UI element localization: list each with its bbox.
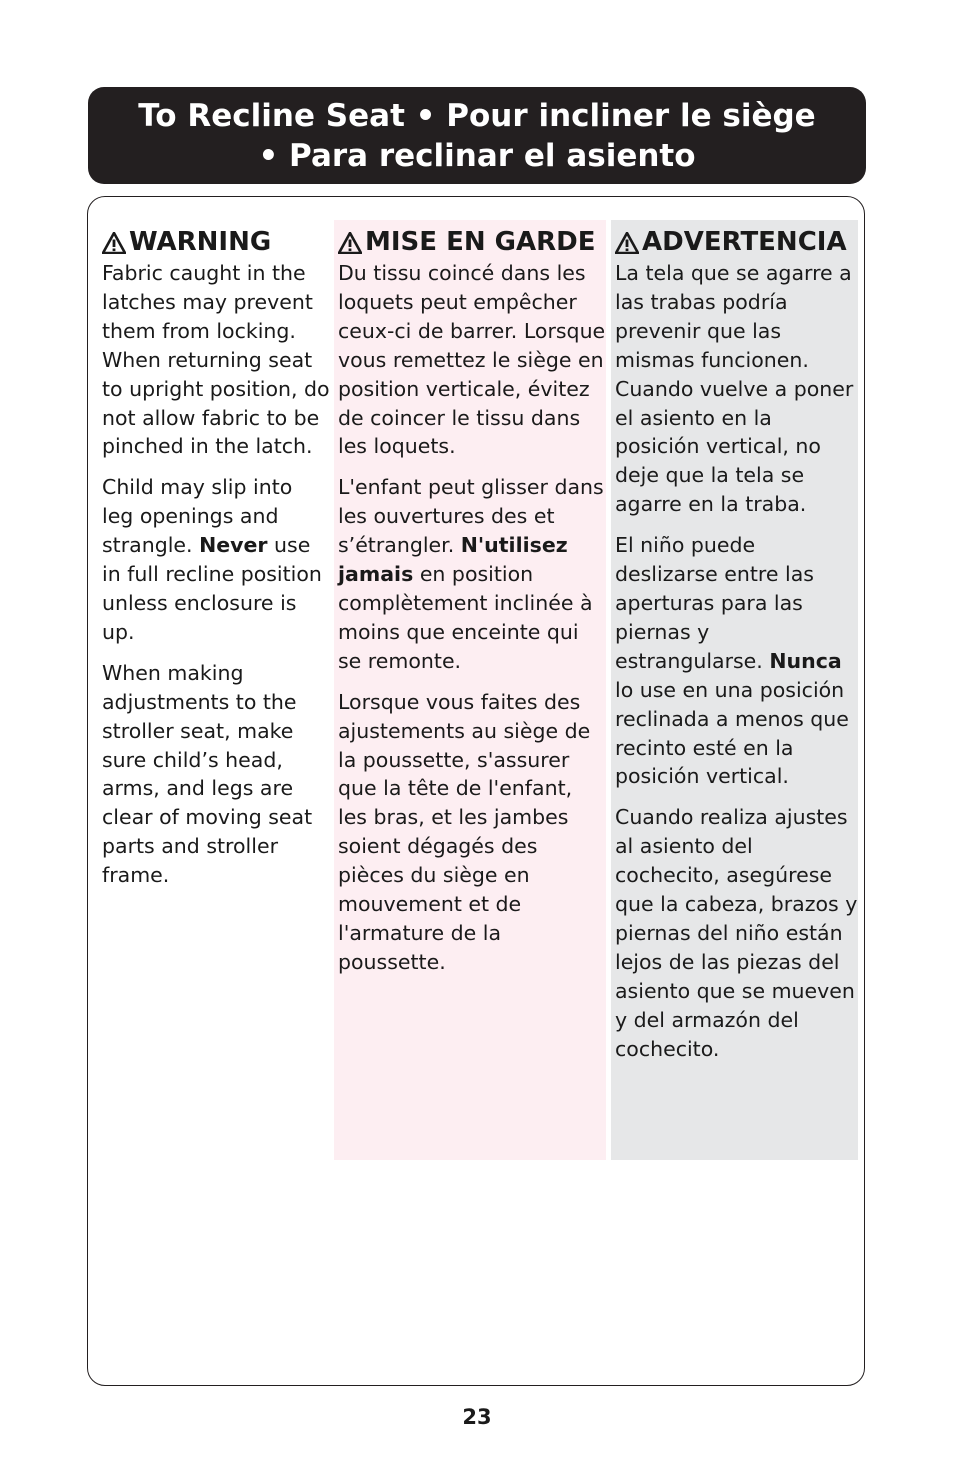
warning-paragraph-1: Fabric caught in the latches may prevent them from locking. When returning seat to upright position, do not allow fabric to be pinched in the latch. [102,261,330,459]
warning-triangle-icon [615,232,639,254]
warning-triangle-icon [102,232,126,254]
section-title-line1: To Recline Seat • Pour incliner le siège [138,97,816,134]
mise-en-garde-heading [338,225,606,259]
advertencia-heading [615,225,858,259]
warning-paragraph-3: When making adjustments to the stroller seat, make sure child’s head, arms, and legs are clear of moving seat parts and stroller frame. [102,660,313,888]
mise-en-garde-heading-label: MISE EN GARDE [365,227,596,257]
section-title-line2: • Para reclinar el asiento [258,137,696,174]
warning-column-spanish [611,220,858,1160]
section-title-banner [88,87,866,184]
warning-heading [102,225,330,259]
warning-heading-label: WARNING [129,227,272,257]
warning-paragraph-2: Child may slip into leg openings and strangle. Never use in full recline position unless enclosure is up. [102,475,322,644]
advertencia-paragraph-2: El niño puede deslizarse entre las aperturas para las piernas y estrangularse. Nunca lo use en una posición reclinada a menos que recinto esté en la posición vertical. [615,533,849,789]
advertencia-paragraph-3: Cuando realiza ajustes al asiento del cochecito, asegúrese que la cabeza, brazos y piernas del niño están lejos de las piezas del asiento que se mueven y del armazón del cochecito. [615,805,858,1061]
warning-column-french [334,220,606,1160]
mise-en-garde-paragraph-3: Lorsque vous faites des ajustements au siège de la poussette, s'assurer que la tête de l'enfant, les bras, et les jambes soient dégagés des pièces du siège en mouvement et de l'armature de la poussette. [338,689,591,974]
mise-en-garde-paragraph-2: L'enfant peut glisser dans les ouvertures des et s’étrangler. N'utilisez jamais en position complètement inclinée à moins que enceinte qui se remonte. [338,475,604,673]
warning-column-english [98,220,330,902]
advertencia-paragraph-1: La tela que se agarre a las trabas podría prevenir que las mismas funcionen. Cuando vuelve a poner el asiento en la posición vertical, no deje que la tela se agarre en la traba. [615,261,854,517]
warning-triangle-icon [338,232,362,254]
advertencia-heading-label: ADVERTENCIA [642,227,847,257]
mise-en-garde-paragraph-1: Du tissu coincé dans les loquets peut empêcher ceux-ci de barrer. Lorsque vous remettez le siège en position verticale, évitez de coincer le tissu dans les loquets. [338,261,606,459]
page-number: 23 [462,1405,492,1429]
